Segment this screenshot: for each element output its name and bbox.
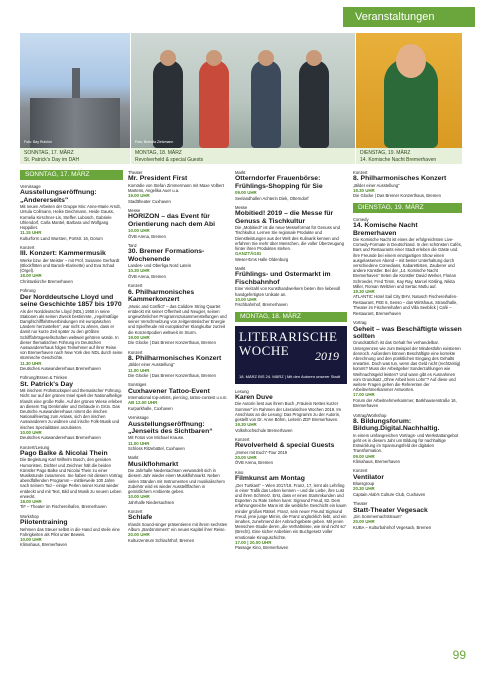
event-time: 19.30 UHR	[235, 422, 257, 428]
band-member	[251, 60, 281, 148]
event-time: 10.00 UHR	[20, 429, 42, 435]
event-time: 20.00 UHR	[235, 454, 257, 460]
event-title: 8. Philharmonisches Konzert	[128, 354, 222, 362]
event-list	[353, 217, 462, 530]
event-category: Führung	[20, 288, 36, 294]
page-number: 99	[452, 648, 466, 662]
event-description: Nehmen das Steuer selbst in die Hand und steile eine Fahrigkeiten als Pilot unter Beweis.	[20, 526, 120, 537]
band-member-head	[160, 50, 176, 66]
event-entry	[20, 245, 123, 284]
caption-text: MONTAG, 18. MÄRZ Revolverheld & special Guests	[135, 150, 204, 163]
event-category: Theater	[128, 170, 143, 175]
event-location: Volkshochschule Bremerhaven	[235, 427, 293, 433]
event-location: Captain Alab's Culture Club, Cuxhaven	[353, 491, 426, 497]
event-time: 18.00 UHR	[20, 499, 42, 505]
event-location: Weser-Ems Halle Oldenburg	[235, 256, 289, 262]
event-entry	[235, 470, 347, 551]
event-list	[235, 389, 347, 551]
event-location: ÖVB Arena, Bremen	[235, 460, 273, 466]
event-category: Konzert/Lesung	[20, 444, 50, 450]
literary-week-year: 2019	[315, 348, 339, 363]
event-entry	[20, 514, 123, 548]
band-member-head	[258, 50, 274, 66]
event-entry	[128, 455, 229, 505]
event-category: Comedy	[353, 216, 369, 222]
event-title: Revolverheld & special Guests	[235, 442, 335, 450]
event-category: Vortrag/Workshop	[353, 412, 387, 418]
event-entry	[353, 413, 462, 465]
event-description: „Immer mit Euch“-Tour 2019	[235, 449, 288, 455]
photo-credit: Foto: Bay Rutchin	[24, 140, 52, 144]
event-title: Schlafe	[128, 514, 153, 522]
band-member	[199, 60, 229, 148]
event-category: Markt	[128, 455, 139, 461]
caption-text: DIENSTAG, 19. MÄRZ 14. Komische Nacht Bremerhaven	[360, 150, 437, 163]
event-location: Kurparkhalle, Cuxhaven	[128, 405, 173, 411]
literary-week-banner	[235, 326, 347, 384]
event-category: Tanz	[128, 243, 137, 249]
event-category: Konzert	[353, 468, 368, 474]
event-description: Mit neuen Arbeiten der Gruppe Mix: Anne-Marie Arndt, Ursula Collmann, Heike Deichmann, Heide Gauss, Kornelia Kirschner-Lis, Steffen Lubosch, Gabriele Uhlendorf, Carla Mantel, Barbara und Wolfgang Hoppdiet.	[20, 204, 121, 231]
event-location: TiF – Theater im Fischereihafen, Bremerhaven	[20, 504, 107, 510]
event-time: 20.00 UHR	[353, 519, 375, 525]
event-time: AB 12.00 UHR	[128, 400, 158, 406]
column-3	[235, 170, 347, 555]
event-time: 10.00 UHR	[235, 296, 257, 302]
event-title: 8. Philharmonisches Konzert	[353, 175, 447, 183]
event-entry	[128, 208, 229, 239]
event-title: Pilotentraining	[20, 519, 68, 527]
event-entry	[353, 468, 462, 497]
event-title: Geheit – was Beschäftigte wissen sollten	[353, 325, 462, 340]
event-list	[353, 170, 462, 199]
photo-emigration-house	[20, 33, 130, 148]
event-category: Vernissage	[20, 184, 41, 189]
event-title: Mobitied! 2019 – die Messe für Genuss & Tischkultur	[235, 210, 334, 225]
event-location: Deutsches Auswandererhaus Bremerhaven	[20, 435, 101, 441]
event-time: 11.15 UHR	[20, 230, 42, 236]
event-entry	[353, 217, 462, 316]
event-category: Messe	[128, 208, 141, 214]
event-entry	[353, 501, 462, 530]
event-category: Konzert	[128, 349, 143, 355]
event-category: Markt	[235, 266, 246, 272]
event-location: Klimahaus, Bremerhaven	[353, 459, 401, 465]
event-time: 19.30 UHR	[353, 188, 375, 194]
event-title: Filmkunst am Montag	[235, 475, 305, 483]
event-time: 09.00 UHR	[235, 190, 257, 196]
event-location: Deutsches Auswandererhaus Bremerhaven	[20, 365, 101, 371]
event-location: ÖVB Arena, Bremen	[128, 273, 166, 279]
event-location: Jahrhalle Niedersachsen	[128, 499, 175, 505]
event-title: Statt-Theater Vegesack	[353, 506, 428, 514]
event-description: In einem umfangreichen Vortrags- und Werkstattangebot geht es in diesem Jahr um Bildung für nachhaltige Entwicklung im Spannungsfeld der digitalen Transformation.	[353, 432, 459, 454]
event-time: 18.00 UHR	[20, 273, 42, 279]
event-location: Christuskirche Bremerhaven	[20, 278, 73, 284]
event-description: „Music and Conflict“ – das Calidore String Quartet entdeckt mit seiner Offenheit und Neugier, seinen ungewöhnlichen Programmzusammenstellungen und seiner Verschmelzung von zeitgenössischer Energie und Spielfreude mit europäischer Klangkultur zurzeit die Konzertpodien weltweit im Sturm.	[128, 303, 227, 335]
event-title: Der Norddeutsche Lloyd und seine Geschichte 1857 bis 1970	[20, 293, 122, 309]
event-description: „Ein Sommernachtstraum“	[353, 514, 402, 520]
event-entry	[128, 243, 229, 279]
event-category: Konzert	[128, 509, 143, 515]
event-entry	[20, 445, 123, 510]
event-description: Werke bzw. der Meister – mit Prof. Susanne Gerhardt (Blockflöten und Barock-Klarinette) und Eva Schad (Orgel).	[20, 257, 120, 274]
photo-band	[131, 33, 355, 148]
event-time: 09.00 UHR	[353, 453, 375, 459]
event-location: Schloss Ritzebüttel, Cuxhaven	[128, 446, 185, 452]
event-time: 10.30 UHR	[128, 268, 150, 274]
event-location: Fischbahnhof, Bremerhaven	[235, 302, 288, 308]
event-entry	[128, 509, 229, 543]
event-category: Messe	[235, 205, 248, 211]
photo-caption	[131, 148, 355, 164]
event-entry	[128, 350, 229, 379]
event-description: Die Jahrhalle Niedersachsen verwandelt sich in diesem Jahr wieder einen Musikflohmarkt. Neben vielen Ständen mit Instrumenten und musikalischem Zubehör wird es wieder Ausstellflächen in gemütlichem Ambiente geben.	[128, 468, 225, 495]
event-category: Workshop	[20, 513, 39, 519]
event-description: Grundsätzlich ist das Gehalt frei verhandelbar. Untergrenzen wie zum Beispiel der Mindestlohn existieren dennoch. Außerdem können Beschäftigte eine korrekte Abrechnung und den pünktlichen Eingang des Gehalts erwarten. Doch was tun, wenn das Geld nicht (rechtzeitig) kommt? Muss der Arbeitgeber Sonderzahlungen wie Weihnachtsgeld leisten? Und wann gibt es Ausnahmen vom Grundsatz „Ohne Arbeit kein Lohn“? Auf diese und weitere Fragen gehen die Referenten der Arbeitnehmerkammer Antworten.	[353, 340, 461, 393]
photo-caption	[20, 148, 130, 164]
event-entry	[235, 170, 347, 201]
event-category: Markt	[235, 170, 246, 175]
event-location: Kulturzentrum Schlachthof, Bremen	[128, 537, 195, 543]
event-list	[128, 170, 229, 543]
event-time: 20.00 UHR	[128, 532, 150, 538]
event-description: International top-artists, piercing, tattoo-contest u.v.m.	[128, 395, 228, 401]
event-description: Die „Mobitied!“ ist die neue Messeformat für Genuss und Tischkultur. Lernen Sie regionale Produkte und Dienstleistungen aus der Welt des Kulinarik kennen und erfahren Sie mehr über Menschen, die voller Überzeugung hinter ihren Produkten stehen.	[235, 225, 344, 252]
event-entry	[20, 184, 123, 241]
event-location: Seelandhallen Achterin Diek, Otterndorf	[235, 195, 309, 201]
section-header	[343, 7, 475, 27]
event-description: „Bilder einer Ausstellung“	[128, 362, 175, 368]
event-title: 14. Komische Nacht Bremerhaven	[353, 222, 418, 237]
event-entry	[128, 382, 229, 411]
event-entry	[235, 205, 347, 262]
event-entry	[128, 170, 229, 204]
event-description: Die Komische Nacht ist eines der erfolgreichsten Live-Comedy-Formate in Deutschland. In den schönsten Cafés, Bars und Restaurants einer Stadt erleben die Gäste und ihre Freunde bei einem einzigartigen Show einen ausgelassenen Abend – mit bester Unterhaltung durch verschiedene Comedians, Kabarettisten, Zauberer und andere Künstler. Bei der „14. Komische Nacht Bremerhaven“ treten die Künstler David Werker, Florian Schroeder, Fred Timm, Kay Ray, Marcel Kösling, Nikita Miller, Roman Weltzien und Sertac Mutlu auf.	[353, 237, 462, 289]
event-category: Konzert	[128, 283, 143, 289]
event-time: 19.30 UHR	[353, 289, 375, 295]
event-entry	[128, 415, 229, 451]
event-title: Frühlings- und Ostermarkt im Fischbahnhof	[235, 271, 331, 286]
event-title: Pago Balke & Nicolai Thein	[20, 450, 108, 457]
event-list	[235, 170, 347, 308]
event-description: Bluesgroup	[353, 481, 375, 487]
event-category: Sonstiges	[128, 382, 147, 388]
event-time: 17.00 UHR	[353, 392, 375, 398]
event-location: Die Glocke | Das Bremer Konzerthaus, Bremen	[353, 193, 441, 199]
event-category: Vortrag	[353, 320, 367, 326]
event-location: KUBA – Kulturbahnhof Vegesack, Bremen	[353, 524, 432, 530]
event-description: Irlands Sound-singer präsentieren mit ihrem sechsten Album „Bardsnmmers“ ein neues Kapitel ihrer Reise.	[128, 521, 228, 533]
event-time: 11.00 UHR	[128, 440, 150, 446]
event-title: Ausstellungseröffnung: „Andererseits"	[20, 189, 97, 204]
event-title: St. Patrick's Day	[20, 380, 73, 388]
column-1	[20, 170, 123, 552]
band-member	[299, 60, 329, 148]
event-entry	[353, 170, 462, 199]
event-list	[20, 184, 123, 548]
tower-shape	[72, 68, 80, 98]
event-time: 10.00 UHR	[128, 228, 150, 234]
event-description: Die Autorin liest aus ihrem Buch „Fräulein Nettes kurzer Sommer“ im Rahmen der Literarischen Wochen 2019. Im Anschluss an die Lesung: Das Programm zu der Autorin, gestellt von Dr. Anne Böhm, Leiterin ZDF Bremerhaven.	[235, 401, 342, 422]
event-category: Konzert	[235, 436, 250, 442]
column-2	[128, 170, 229, 547]
day-header: SONNTAG, 17. MÄRZ	[20, 170, 123, 180]
event-time: 11.00 UHR	[128, 367, 150, 373]
event-entry	[128, 283, 229, 345]
event-time: 11.30 UHR	[20, 360, 42, 366]
band-member-head	[206, 50, 222, 66]
event-title: Musikflohmarkt	[128, 460, 179, 468]
event-category: Führung/Essen & Trinken	[20, 375, 68, 381]
event-category: Theater	[353, 501, 368, 507]
event-location: Forum der Arbeitnehmerkammer, Barkhausenstraße 16, Bremerhaven	[353, 397, 457, 409]
event-location: Kulturform Land Wursten, Portstr. 16, Dorum	[20, 235, 103, 241]
event-description: Die Begleitung Karl Wilhelm Busch, den genialen Humoristen, Dichter und Zeichner hält die beiden Künstler Pago Balke und Nicolai Thein zu einer Musikstunde zusammen. Sie haben mit diesem Vortrag abendfüllenden Programm – mittlerweile 100 Jahre nach seinem Tod – einige Perlen seiner Kunst wieder entdeckt und mit Text, Bild und Musik zu neuem Leben erweckt.	[20, 457, 123, 499]
photo-comedian	[356, 33, 462, 148]
event-location: Passage Kino, Bremerhaven	[235, 545, 289, 551]
event-time: 10.00 UHR	[20, 537, 42, 543]
event-entry	[353, 320, 462, 408]
photo-credit: Foto: Brendla Zietzmann	[135, 140, 174, 144]
event-title: 30. Bremer Formations-Wochenende	[128, 248, 205, 263]
literary-week-subtitle: 18. MÄRZ BIS 24. MÄRZ | Mit den Autoren unserer Stadt	[239, 374, 341, 380]
event-time: 19.00 UHR	[128, 334, 150, 340]
event-title: Mr. President First	[128, 175, 188, 183]
event-entry	[235, 389, 347, 433]
event-description: Eine Vielzahl von Kunsthandwerkern bieten ihre liebevoll handgefertigten Unikate an.	[235, 286, 341, 297]
event-location: Die Glocke | Das Bremer Konzerthaus, Bremen	[128, 340, 216, 346]
event-location: Stadttheater Cuxhaven	[128, 198, 171, 204]
event-title: Karen Duve	[235, 393, 273, 401]
event-entry	[20, 288, 123, 371]
event-category: Konzert	[353, 170, 368, 175]
event-description: Als der Norddeutsche Lloyd (NDL) 1950 in seine Stationen als seinen Zweck bestimmte, „regelmäßige Dampfschifffahrtsverbindungen mit europäischen Ländern herzustellen“, war nicht zu ahnen, dass er damit nur kurze Zeit später zu den größten Schifffahrtsgesellschaften weltweit gehören würde. In dieser thematischen Führung im Deutschen Auswandererhaus folgen Teilnehmer auf ihrer Reise von Bremerhaven nach New York den NDL durch seine stürmische Geschichte.	[20, 308, 123, 361]
event-category: Konzert	[20, 245, 35, 251]
event-time: GANZTÄGIG	[235, 251, 262, 257]
band-member-head	[306, 50, 322, 66]
event-description: „Bilder einer Ausstellung“	[353, 182, 400, 188]
band-member	[153, 60, 183, 148]
caption-text: SONNTAG, 17. MÄRZ St. Patrick's Day im DAH	[24, 150, 80, 163]
event-description: Landes- und Oberliga Nord Latein	[128, 263, 192, 269]
event-title: III. Konzert: Kammermusik	[20, 250, 106, 258]
event-category: Lesung	[235, 388, 249, 394]
event-title: 6. Philharmonisches Kammerkonzert	[128, 288, 195, 304]
day-header: MONTAG, 18. MÄRZ	[235, 312, 347, 322]
event-title: Cuxhavener Tattoo-Event	[128, 387, 210, 395]
event-location: ÖVB Arena, Bremen	[128, 233, 166, 239]
event-title: HORIZON – das Event für Orientierung nach dem Abi	[128, 213, 215, 228]
event-description: Komödie von Stefan Zimmermann mit Maxe Volbert Martens, Angelika Auer u.a.	[128, 182, 224, 194]
event-location: Die Glocke | Das Bremer Konzerthaus, Bremen	[128, 372, 216, 378]
event-location: Klimahaus, Bremerhaven	[20, 542, 68, 548]
photo-caption	[356, 148, 462, 164]
event-description: Mit Fotos von Michael Krause.	[128, 435, 185, 441]
column-4	[353, 170, 462, 534]
event-location: ATLANTIC Hotel Sail City BHV, Natusch Fischereihafen-Restaurant, FEE 6, Senso – das Wirtshaus, Strandhalle, Theater im Fischereihafen und Villa Seeblick | Café – Restaurant, Bremerhaven	[353, 294, 458, 316]
event-category: Kino	[235, 469, 244, 475]
section-title: Veranstaltungen	[355, 11, 435, 23]
event-time: 19.00 UHR	[128, 193, 150, 199]
event-description: „Der Turtkant“ – Wien 2017/18. Franz, 17, lernt als Lehrling in einer Trafik das Leben kennen – und die Liebe, ihre Lust und ihren Schmerz. Erst, dass er einen Stammkunden und Experten zu Rate ziehen kann: Sigmund Freud, 82. Dem erfahrungsreiche Mann ist die weibliche Geschicht ein kaum minder großes Rätsel. Franz, sein neuer Freund Sigmund Freud, jene junge Mimin, die Franz unglücklich liebt, und ein innahes, zunehmend der Anbruchgebiete geben. Mit jenen Menschen-Studie deren „die Verhältnisse, wie sind nicht so“ (Brecht). Eine sicher Anbebien ein Buchgesetz voller emotionale Kinoguschichte.	[235, 482, 347, 540]
event-title: Ausstellungseröffnung: „Jenseits des Sichtbaren“	[128, 420, 213, 436]
comedian-head	[396, 44, 426, 78]
event-entry	[235, 266, 347, 307]
event-time: 10.00 UHR	[128, 494, 150, 500]
event-time: 17.00 | 20.00 UHR	[235, 539, 272, 545]
literary-week-title: LITERARISCHE WOCHE	[239, 328, 338, 358]
day-header: DIENSTAG, 19. MÄRZ	[353, 203, 462, 213]
event-entry	[20, 375, 123, 440]
event-title: 8. Bildungsforum: Bildung.Digital.Nachhaltig.	[353, 417, 440, 433]
event-title: Ventilator	[353, 473, 384, 481]
event-description: Mit irischem Frühstückspiel und thematischer Führung. Nicht nur auf der grünen Insel spielt der Nationalheilige Irlands eine große Rolle. Auf der grünen Wiese erleben an diesem Tag Denkmäler und Gebäude in Grün. Das Deutsche Auswandererhaus nimmt die irischen Nationalfeiertag zum Anlass, sich den irischen Auswanderern zu widmen und irische Folk-Musik und irisches Spezialitäten anzubieten.	[20, 388, 123, 430]
event-time: 20.30 UHR	[353, 486, 375, 492]
event-title: Otterndorfer Frauenbörse: Frühlings-Shopping für Sie	[235, 175, 323, 190]
event-category: Vernissage	[128, 415, 149, 421]
event-entry	[235, 437, 347, 466]
